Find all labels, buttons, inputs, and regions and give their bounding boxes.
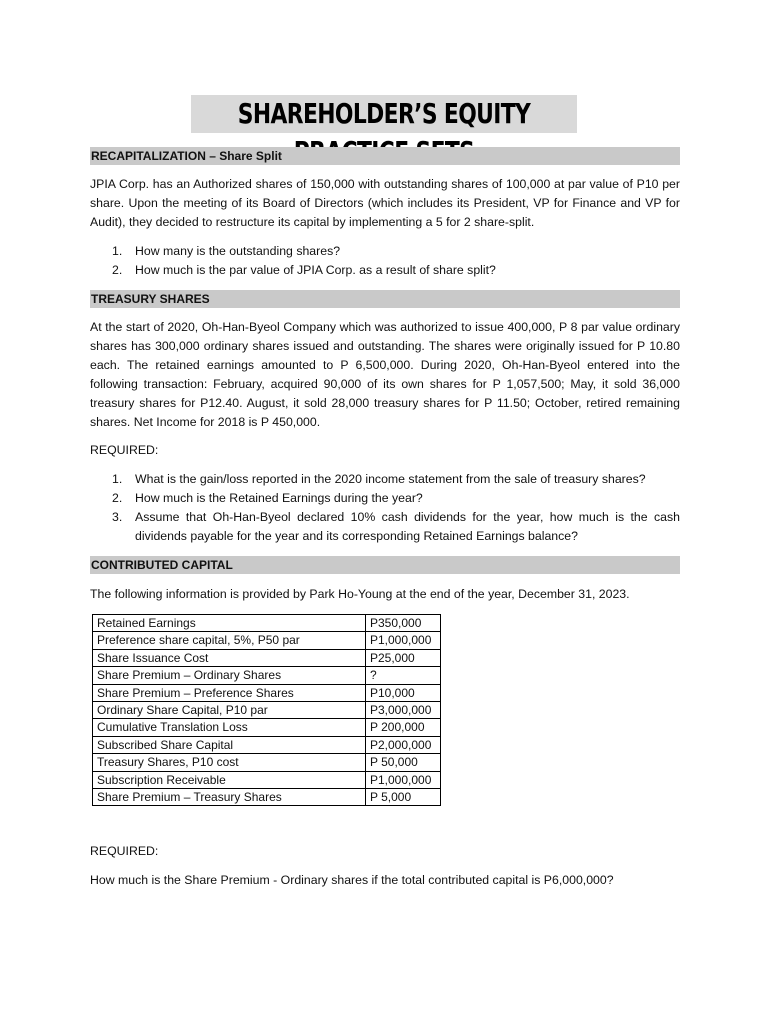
- recapitalization-paragraph: JPIA Corp. has an Authorized shares of 150,000 with outstanding shares of 100,000 at par value of P10 per share. Upon the meeting of its Board of Directors (which includes its President, VP for Finance and VP for Audit), they decided to restructure its capital by implementing a 5 for 2 share-split.: [90, 177, 680, 229]
- list-item: 3. Assume that Oh-Han-Byeol declared 10% cash dividends for the year, how much is the cash dividends payable for the year and its corresponding Retained Earnings balance?: [112, 510, 680, 543]
- title-banner: [191, 95, 577, 133]
- table-row: Cumulative Translation Loss P 200,000: [93, 719, 441, 736]
- treasury-paragraph: At the start of 2020, Oh-Han-Byeol Company which was authorized to issue 400,000, P 8 par value ordinary shares has 300,000 ordinary shares issued and outstanding. The shares were originally issued for P 10.80 each. The retained earnings amounted to P 6,500,000. During 2020, Oh-Han-Byeol entered into the following transaction: February, acquired 90,000 of its own shares for P 1,057,500; May, it sold 36,000 treasury shares for P12.40. August, it sold 28,000 treasury shares for P 11.50; October, retired remaining shares. Net Income for 2018 is P 450,000.: [90, 320, 680, 429]
- table-row: Share Premium – Treasury Shares P 5,000: [93, 789, 441, 806]
- list-item: 2. How much is the par value of JPIA Corp. as a result of share split?: [112, 263, 496, 277]
- contributed-question: How much is the Share Premium - Ordinary shares if the total contributed capital is P6,000,000?: [90, 873, 614, 887]
- contributed-required-label: REQUIRED:: [90, 844, 159, 858]
- page-title: SHAREHOLDER’S EQUITY: [237, 97, 531, 130]
- table-row: Treasury Shares, P10 cost P 50,000: [93, 754, 441, 771]
- table-row: Preference share capital, 5%, P50 par P1,000,000: [93, 632, 441, 649]
- list-item: 2. How much is the Retained Earnings during the year?: [112, 491, 423, 505]
- treasury-questions: [90, 470, 680, 546]
- table-row: Subscription Receivable P1,000,000: [93, 771, 441, 788]
- contributed-capital-table: [92, 614, 441, 806]
- section-header-contributed-capital: CONTRIBUTED CAPITAL: [90, 556, 680, 574]
- recapitalization-questions: [90, 242, 680, 280]
- section-header-recapitalization: RECAPITALIZATION – Share Split: [90, 147, 680, 165]
- table-row: Retained Earnings P350,000: [93, 615, 441, 632]
- table-row: Share Issuance Cost P25,000: [93, 649, 441, 666]
- table-row: Ordinary Share Capital, P10 par P3,000,000: [93, 702, 441, 719]
- list-item: 1. What is the gain/loss reported in the 2020 income statement from the sale of treasury shares?: [112, 472, 646, 486]
- table-row: Share Premium – Preference Shares P10,000: [93, 684, 441, 701]
- treasury-required-label: REQUIRED:: [90, 443, 159, 457]
- list-item: 1. How many is the outstanding shares?: [112, 244, 341, 258]
- table-row: Share Premium – Ordinary Shares ?: [93, 667, 441, 684]
- contributed-intro: The following information is provided by Park Ho-Young at the end of the year, December 31, 2023.: [90, 587, 630, 601]
- table-row: Subscribed Share Capital P2,000,000: [93, 736, 441, 753]
- section-header-treasury-shares: TREASURY SHARES: [90, 290, 680, 308]
